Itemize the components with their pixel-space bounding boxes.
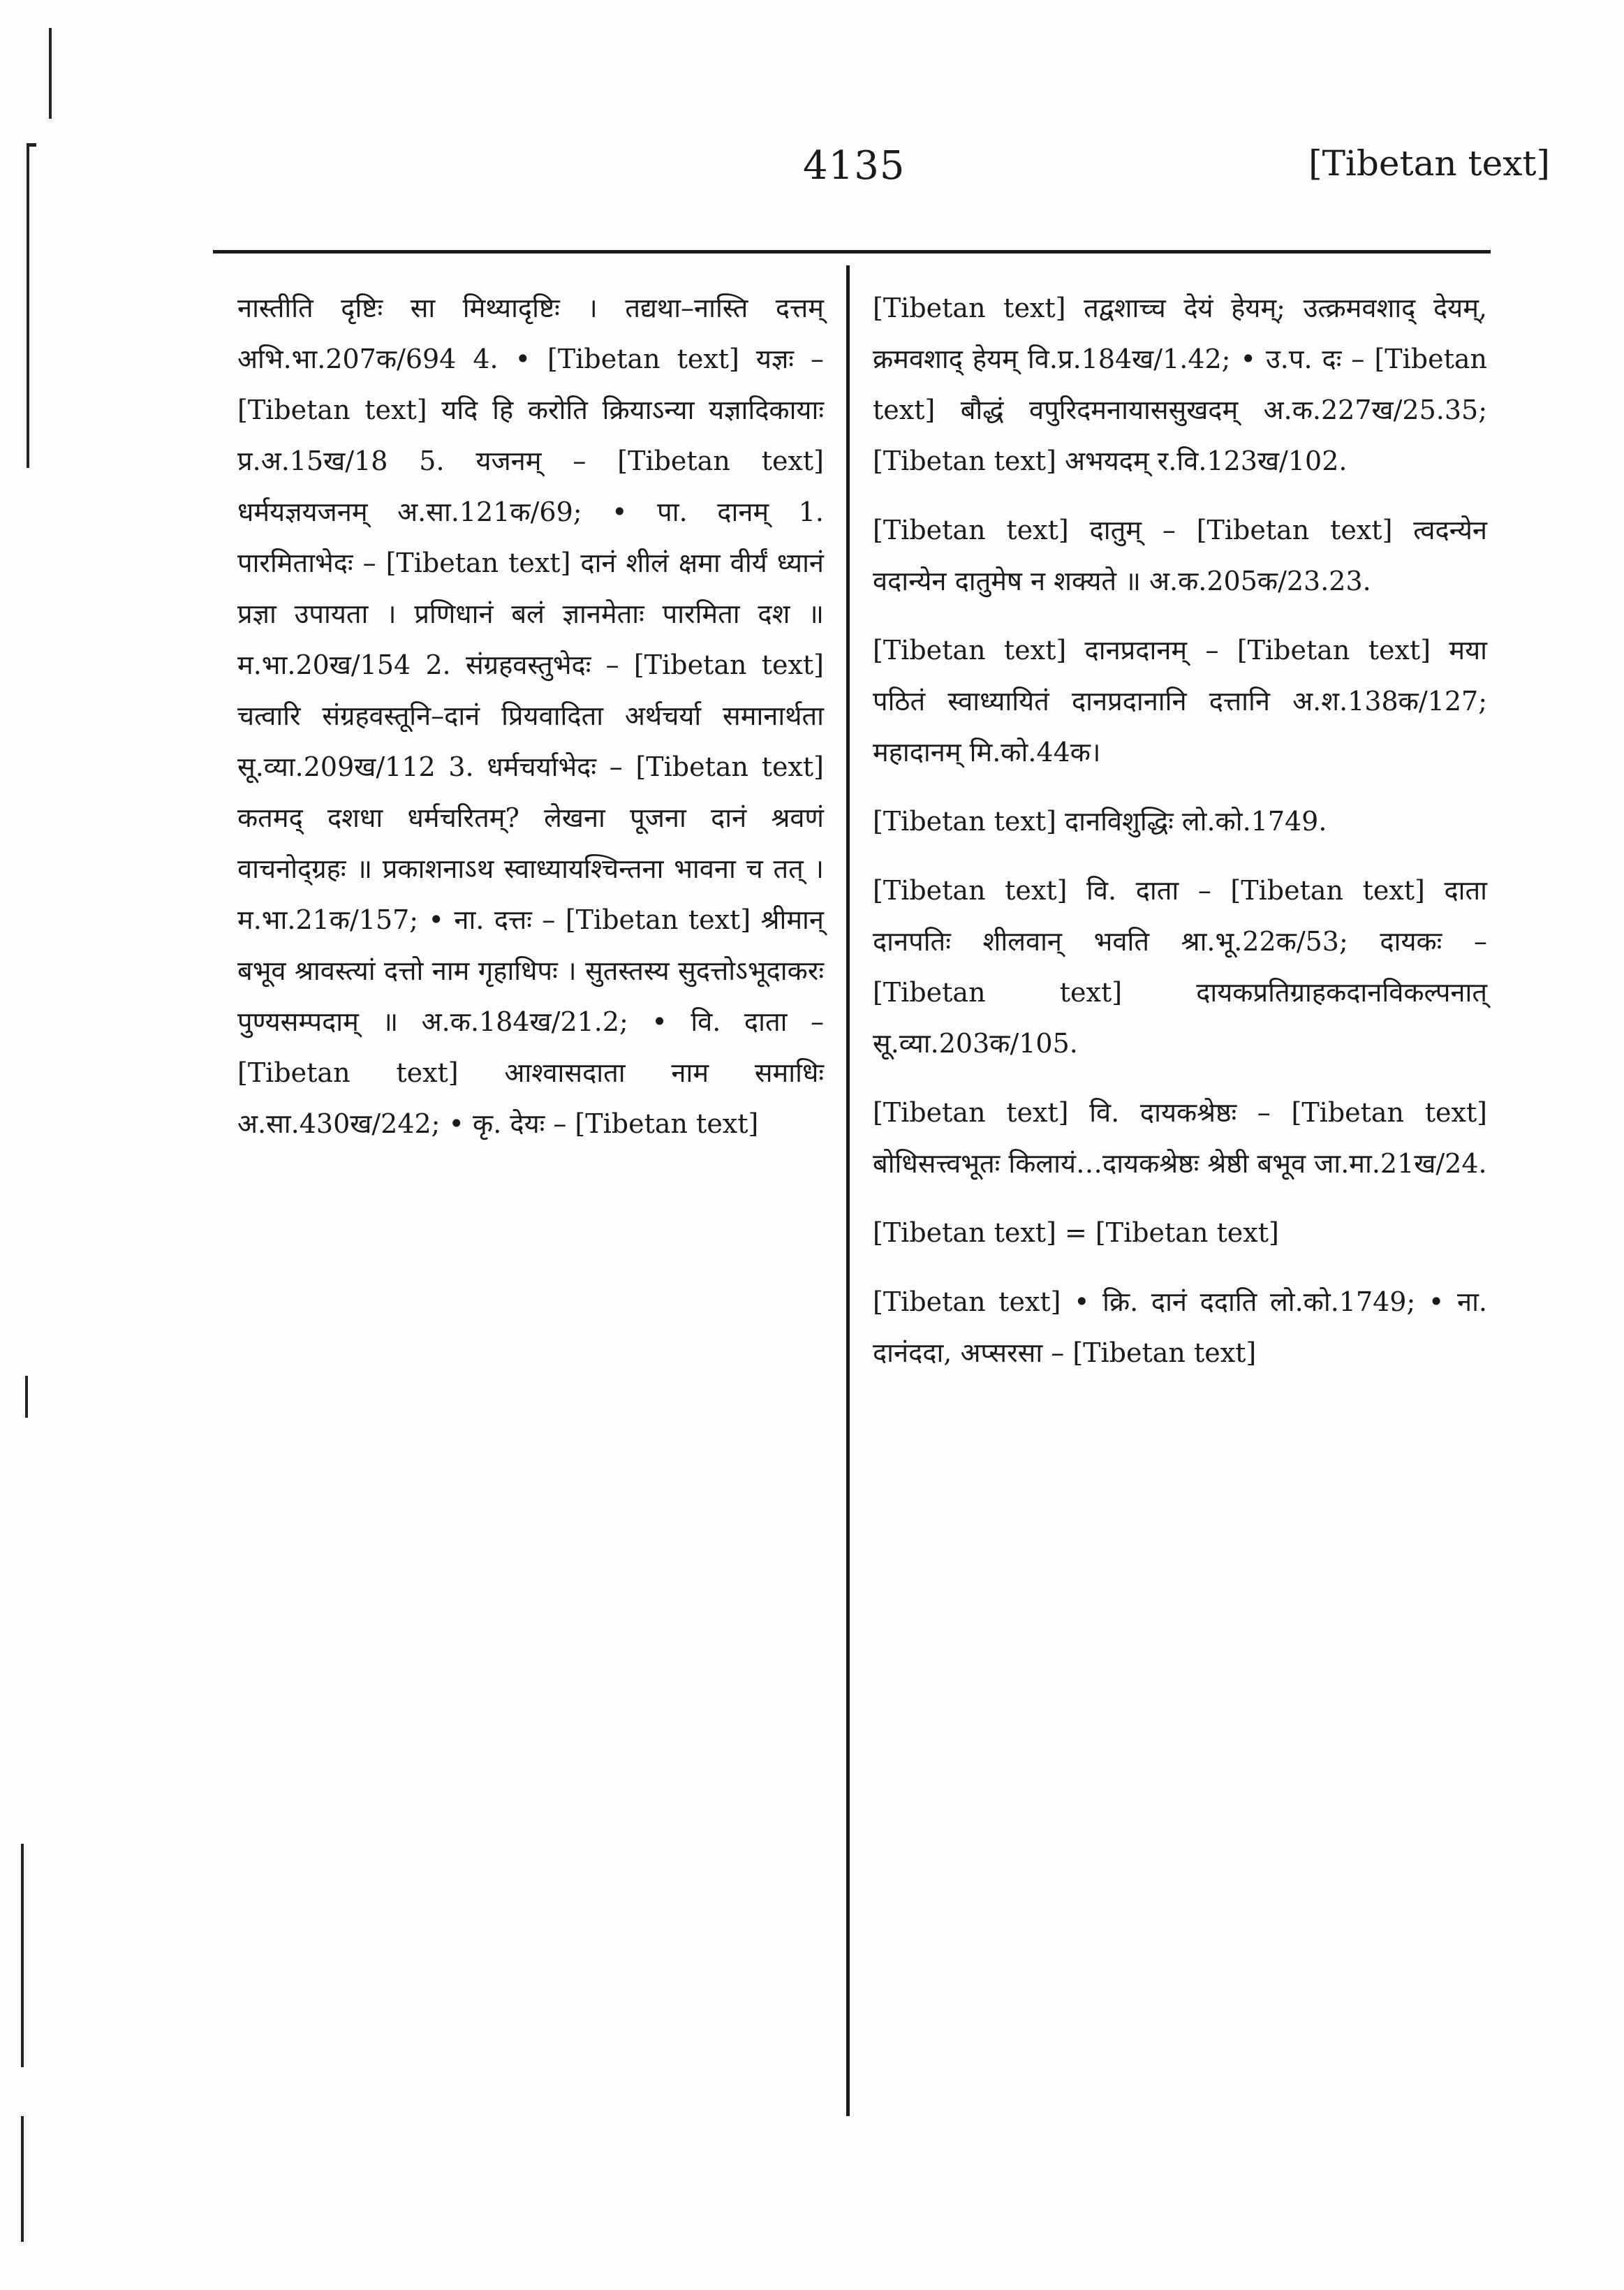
right-column (873, 283, 1487, 1379)
entry-continuation: [Tibetan text] तद्वशाच्च देयं हेयम्; उत्क्रमवशाद् देयम्, क्रमवशाद् हेयम् वि.प्र.184ख/1.42; • उ.प. दः – [Tibetan text] बौद्धं वपुरिदमनायाससुखदम् अ.क.227ख/25.35; [Tibetan text] अभयदम् र.वि.123ख/102. (873, 293, 1487, 476)
entry-continuation: नास्तीति दृष्टिः सा मिथ्यादृष्टिः । तद्यथा–नास्ति दत्तम् अभि.भा.207क/694 4. • [Tibetan text] यज्ञः – [Tibetan text] यदि हि करोति क्रियाऽन्या यज्ञादिकायाः प्र.अ.15ख/18 5. यजनम् – [Tibetan text] धर्मयज्ञयजनम् अ.सा.121क/69; • पा. दानम् 1. पारमिताभेदः – [Tibetan text] दानं शीलं क्षमा वीर्यं ध्यानं प्रज्ञा उपायता । प्रणिधानं बलं ज्ञानमेताः पारमिता दश ॥ म.भा.20ख/154 2. संग्रहवस्तुभेदः – [Tibetan text] चत्वारि संग्रहवस्तूनि–दानं प्रियवादिता अर्थचर्या समानार्थता सू.व्या.209ख/112 3. धर्मचर्याभेदः – [Tibetan text] कतमद् दशधा धर्मचरितम्? लेखना पूजना दानं श्रवणं वाचनोद्ग्रहः ॥ प्रकाशनाऽथ स्वाध्यायश्चिन्तना भावना च तत् । म.भा.21क/157; • ना. दत्तः – [Tibetan text] श्रीमान् बभूव श्रावस्त्यां दत्तो नाम गृहाधिपः । सुतस्तस्य सुदत्तोऽभूदाकरः पुण्यसम्पदाम् ॥ अ.क.184ख/21.2; • वि. दाता – [Tibetan text] आश्वासदाता नाम समाधिः अ.सा.430ख/242; • कृ. देयः – [Tibetan text] (237, 293, 824, 1139)
entry-dayakashreshtha: [Tibetan text] वि. दायकश्रेष्ठः – [Tibetan text] बोधिसत्त्वभूतः किलायं…दायकश्रेष्ठः श्रेष्ठी बभूव जा.मा.21ख/24. (873, 1097, 1487, 1179)
page-number: 4135 (803, 143, 906, 189)
running-head: [Tibetan text] (1308, 143, 1550, 184)
left-column (237, 283, 824, 1150)
entry-danavishuddhi: [Tibetan text] दानविशुद्धिः लो.को.1749. (873, 806, 1327, 837)
scan-edge-line-bottom (21, 2116, 24, 2242)
column-divider (846, 265, 850, 2116)
entry-datum: [Tibetan text] दातुम् – [Tibetan text] त्वदन्येन वदान्येन दातुमेष न शक्यते ॥ अ.क.205क/23.23. (873, 515, 1487, 596)
entry-data: [Tibetan text] वि. दाता – [Tibetan text] दाता दानपतिः शीलवान् भवति श्रा.भू.22क/53; दायकः – [Tibetan text] दायकप्रतिग्राहकदानविकल्पनात् सू.व्या.203क/105. (873, 875, 1487, 1059)
header-rule (213, 250, 1491, 254)
scan-edge-line-top (49, 28, 52, 119)
scan-edge-line-mid2 (25, 1376, 28, 1418)
entry-danam-dadati: [Tibetan text] • क्रि. दानं ददाति लो.को.1749; • ना. दानंददा, अप्सरसा – [Tibetan text] (873, 1286, 1487, 1368)
entry-danapradanam: [Tibetan text] दानप्रदानम् – [Tibetan text] मया पठितं स्वाध्यायितं दानप्रदानानि दत्तानि अ.श.138क/127; महादानम् मि.को.44क। (873, 635, 1487, 768)
entry-cross-reference: [Tibetan text] = [Tibetan text] (873, 1217, 1279, 1248)
scan-edge-line-mid (27, 147, 29, 468)
scan-edge-line-low (21, 1844, 24, 2067)
